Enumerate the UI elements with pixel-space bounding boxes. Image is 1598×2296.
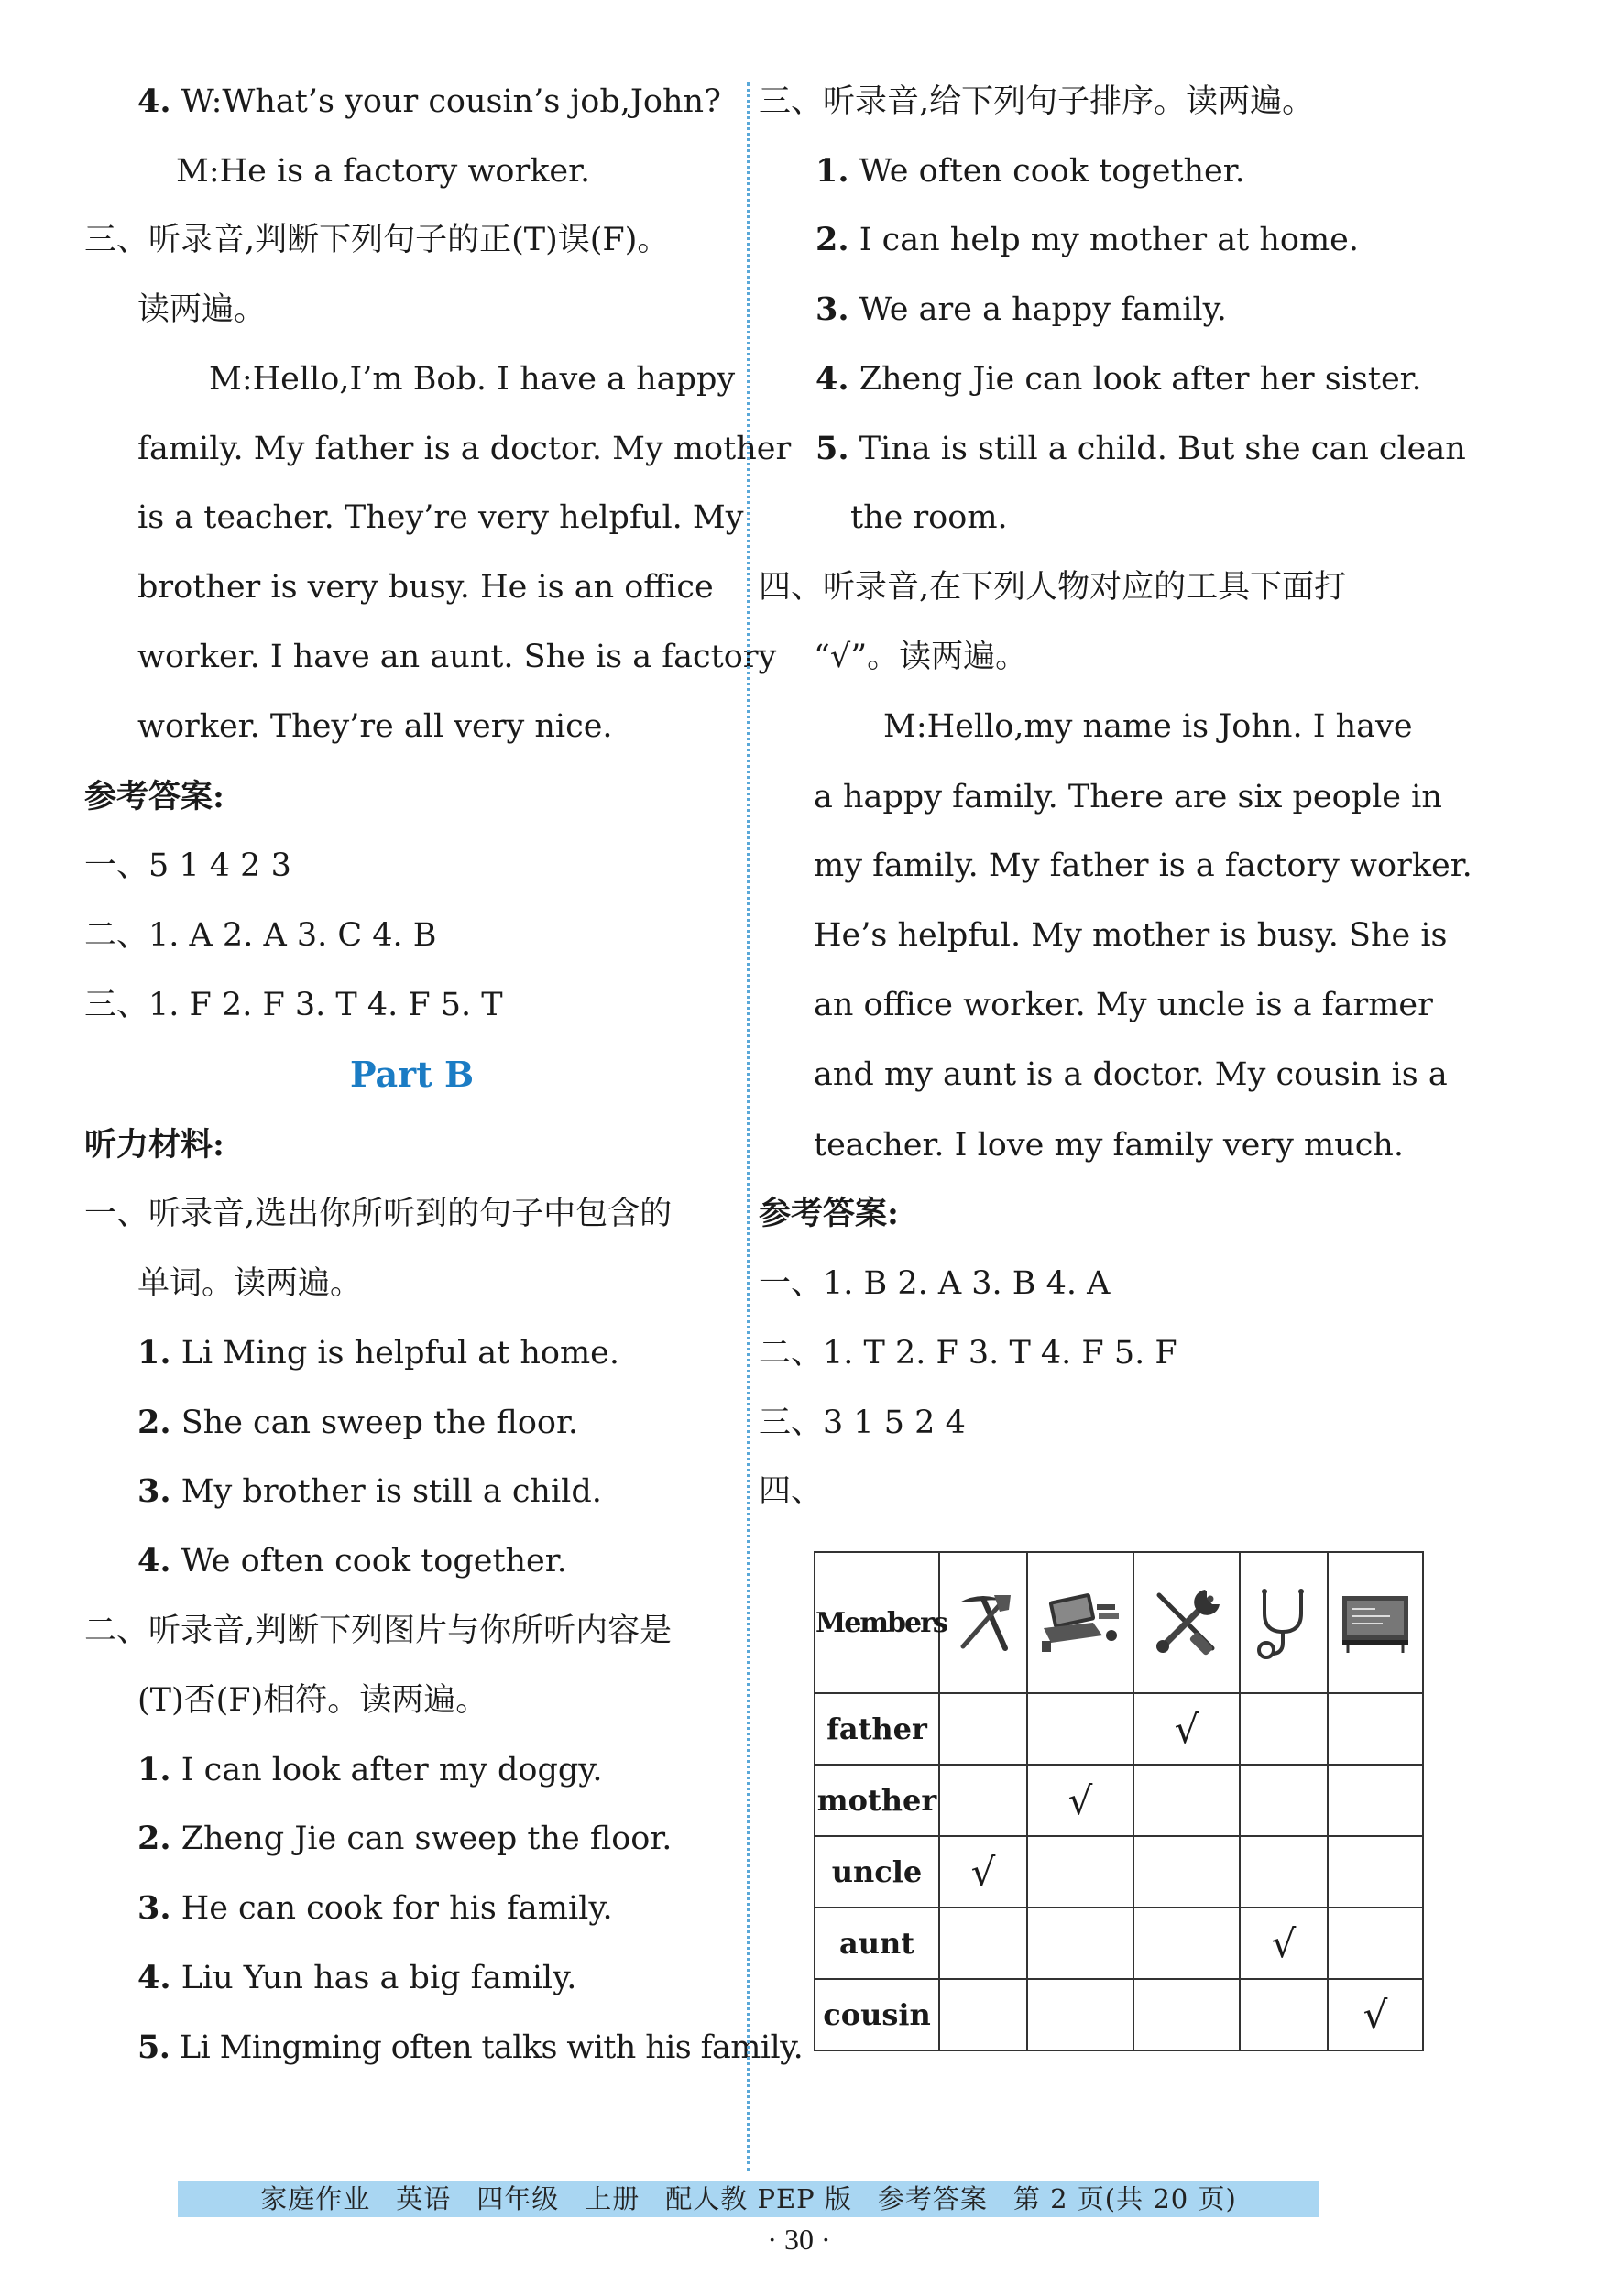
column-divider: [747, 82, 750, 2171]
table-row: [815, 1836, 1423, 1908]
right-sec3-item: 4. Zheng Jie can look after her sister.: [815, 360, 1422, 398]
table-header-row: [815, 1552, 1423, 1693]
right-sec3-item-cont: the room.: [850, 499, 1008, 536]
left-q4-w-line: 4. W:What’s your cousin’s job,John?: [137, 82, 721, 120]
left-sec2-item: 1. I can look after my doggy.: [137, 1751, 603, 1788]
listening-title: 听力材料:: [84, 1126, 224, 1164]
right-passage-line: teacher. I love my family very much.: [814, 1127, 1404, 1164]
table-cell: [1027, 1908, 1133, 1979]
check-mark: √: [1240, 1908, 1328, 1979]
footer-page-info: 第 2 页(共 20 页): [1012, 2183, 1237, 2214]
left-sec1-item: 4. We often cook together.: [137, 1542, 567, 1580]
table-cell: [1133, 1908, 1240, 1979]
member-label: father: [815, 1693, 939, 1765]
left-sec1-item: 2. She can sweep the floor.: [137, 1404, 579, 1441]
right-sec3-title: 三、听录音,给下列句子排序。读两遍。: [759, 83, 1315, 120]
right-passage-line: M:Hello,my name is John. I have: [883, 708, 1413, 745]
right-sec4-title: 四、听录音,在下列人物对应的工具下面打: [759, 569, 1347, 606]
left-answer-1: 一、5 1 4 2 3: [84, 847, 291, 884]
table-cell: [1133, 1979, 1240, 2050]
right-sec3-item: 3. We are a happy family.: [815, 290, 1227, 328]
left-sec2-title: 二、听录音,判断下列图片与你所听内容是: [84, 1613, 673, 1649]
left-answer-3: 三、1. F 2. F 3. T 4. F 5. T: [84, 987, 503, 1023]
table-cell: [1133, 1765, 1240, 1836]
left-passage-line: family. My father is a doctor. My mother: [137, 431, 792, 467]
left-sec2-item: 5. Li Mingming often talks with his family.: [137, 2028, 804, 2066]
right-answers-title: 参考答案:: [759, 1195, 899, 1232]
right-answer-1: 一、1. B 2. A 3. B 4. A: [759, 1265, 1111, 1302]
check-mark: √: [1027, 1765, 1133, 1836]
left-sec3-title-cont: 读两遍。: [137, 291, 267, 328]
table-cell: [1328, 1693, 1423, 1765]
left-sec1-item: 1. Li Ming is helpful at home.: [137, 1334, 619, 1372]
left-answers-title: 参考答案:: [84, 778, 224, 815]
left-passage-line: M:Hello,I’m Bob. I have a happy: [209, 361, 736, 398]
footer-subject: 英语: [396, 2183, 452, 2214]
table-row: [815, 1908, 1423, 1979]
table-cell: [1027, 1693, 1133, 1765]
left-sec2-item: 4. Liu Yun has a big family.: [137, 1959, 577, 1996]
left-passage-line: brother is very busy. He is an office: [137, 569, 714, 606]
table-row: [815, 1765, 1423, 1836]
left-passage-line: is a teacher. They’re very helpful. My: [137, 499, 744, 536]
left-sec3-title: 三、听录音,判断下列句子的正(T)误(F)。: [84, 222, 670, 258]
stethoscope-icon: [1240, 1552, 1328, 1693]
left-passage-line: worker. They’re all very nice.: [137, 708, 613, 745]
table-cell: [1240, 1836, 1328, 1908]
left-sec2-item: 2. Zheng Jie can sweep the floor.: [137, 1820, 673, 1857]
table-cell: [1027, 1979, 1133, 2050]
member-label: aunt: [815, 1908, 939, 1979]
right-sec3-item: 5. Tina is still a child. But she can clean: [815, 430, 1466, 467]
wrench-screwdriver-icon: [1133, 1552, 1240, 1693]
check-mark: √: [1328, 1979, 1423, 2050]
member-label: uncle: [815, 1836, 939, 1908]
table-cell: [1133, 1836, 1240, 1908]
left-passage-line: worker. I have an aunt. She is a factory: [137, 639, 777, 675]
table-cell: [1240, 1693, 1328, 1765]
table-row: [815, 1693, 1423, 1765]
right-passage-line: He’s helpful. My mother is busy. She is: [814, 917, 1448, 954]
answer-table: [814, 1551, 1424, 2051]
table-cell: [939, 1908, 1027, 1979]
check-mark: √: [939, 1836, 1027, 1908]
table-cell: [1328, 1765, 1423, 1836]
pickaxe-shovel-icon: [939, 1552, 1027, 1693]
left-sec1-item: 3. My brother is still a child.: [137, 1472, 602, 1510]
blackboard-icon: [1328, 1552, 1423, 1693]
footer-label: 参考答案: [877, 2183, 988, 2214]
office-supplies-icon: [1027, 1552, 1133, 1693]
table-cell: [1328, 1836, 1423, 1908]
member-label: mother: [815, 1765, 939, 1836]
right-sec4-title-cont: “√”。读两遍。: [814, 639, 1028, 675]
part-b-heading: Part B: [350, 1054, 475, 1095]
left-sec2-item: 3. He can cook for his family.: [137, 1889, 613, 1927]
left-answer-2: 二、1. A 2. A 3. C 4. B: [84, 917, 437, 954]
right-answer-2: 二、1. T 2. F 3. T 4. F 5. F: [759, 1335, 1177, 1372]
footer-edition: 配人教 PEP 版: [665, 2183, 852, 2214]
table-cell: [1240, 1979, 1328, 2050]
members-header: Members: [815, 1552, 939, 1693]
table-cell: [1027, 1836, 1133, 1908]
right-answer-4-label: 四、: [759, 1473, 824, 1510]
footer-grade: 四年级: [476, 2183, 560, 2214]
table-cell: [939, 1693, 1027, 1765]
right-passage-line: my family. My father is a factory worker.: [814, 847, 1472, 884]
table-row: [815, 1979, 1423, 2050]
footer-bar: [178, 2181, 1319, 2217]
table-cell: [939, 1765, 1027, 1836]
right-answer-3: 三、3 1 5 2 4: [759, 1405, 966, 1441]
check-mark: √: [1133, 1693, 1240, 1765]
left-sec2-title-cont: (T)否(F)相符。读两遍。: [137, 1682, 488, 1719]
member-label: cousin: [815, 1979, 939, 2050]
right-sec3-item: 2. I can help my mother at home.: [815, 221, 1359, 258]
left-sec1-title: 一、听录音,选出你所听到的句子中包含的: [84, 1196, 673, 1232]
right-passage-line: a happy family. There are six people in: [814, 779, 1442, 815]
footer-series: 家庭作业: [260, 2183, 371, 2214]
right-passage-line: and my aunt is a doctor. My cousin is a: [814, 1056, 1448, 1093]
footer-volume: 上册: [585, 2183, 640, 2214]
table-cell: [939, 1979, 1027, 2050]
left-sec1-title-cont: 单词。读两遍。: [137, 1265, 363, 1302]
right-sec3-item: 1. We often cook together.: [815, 152, 1245, 190]
table-cell: [1328, 1908, 1423, 1979]
right-passage-line: an office worker. My uncle is a farmer: [814, 987, 1433, 1023]
left-q4-m-line: M:He is a factory worker.: [176, 153, 591, 190]
page-number: · 30 ·: [767, 2223, 831, 2256]
table-cell: [1240, 1765, 1328, 1836]
